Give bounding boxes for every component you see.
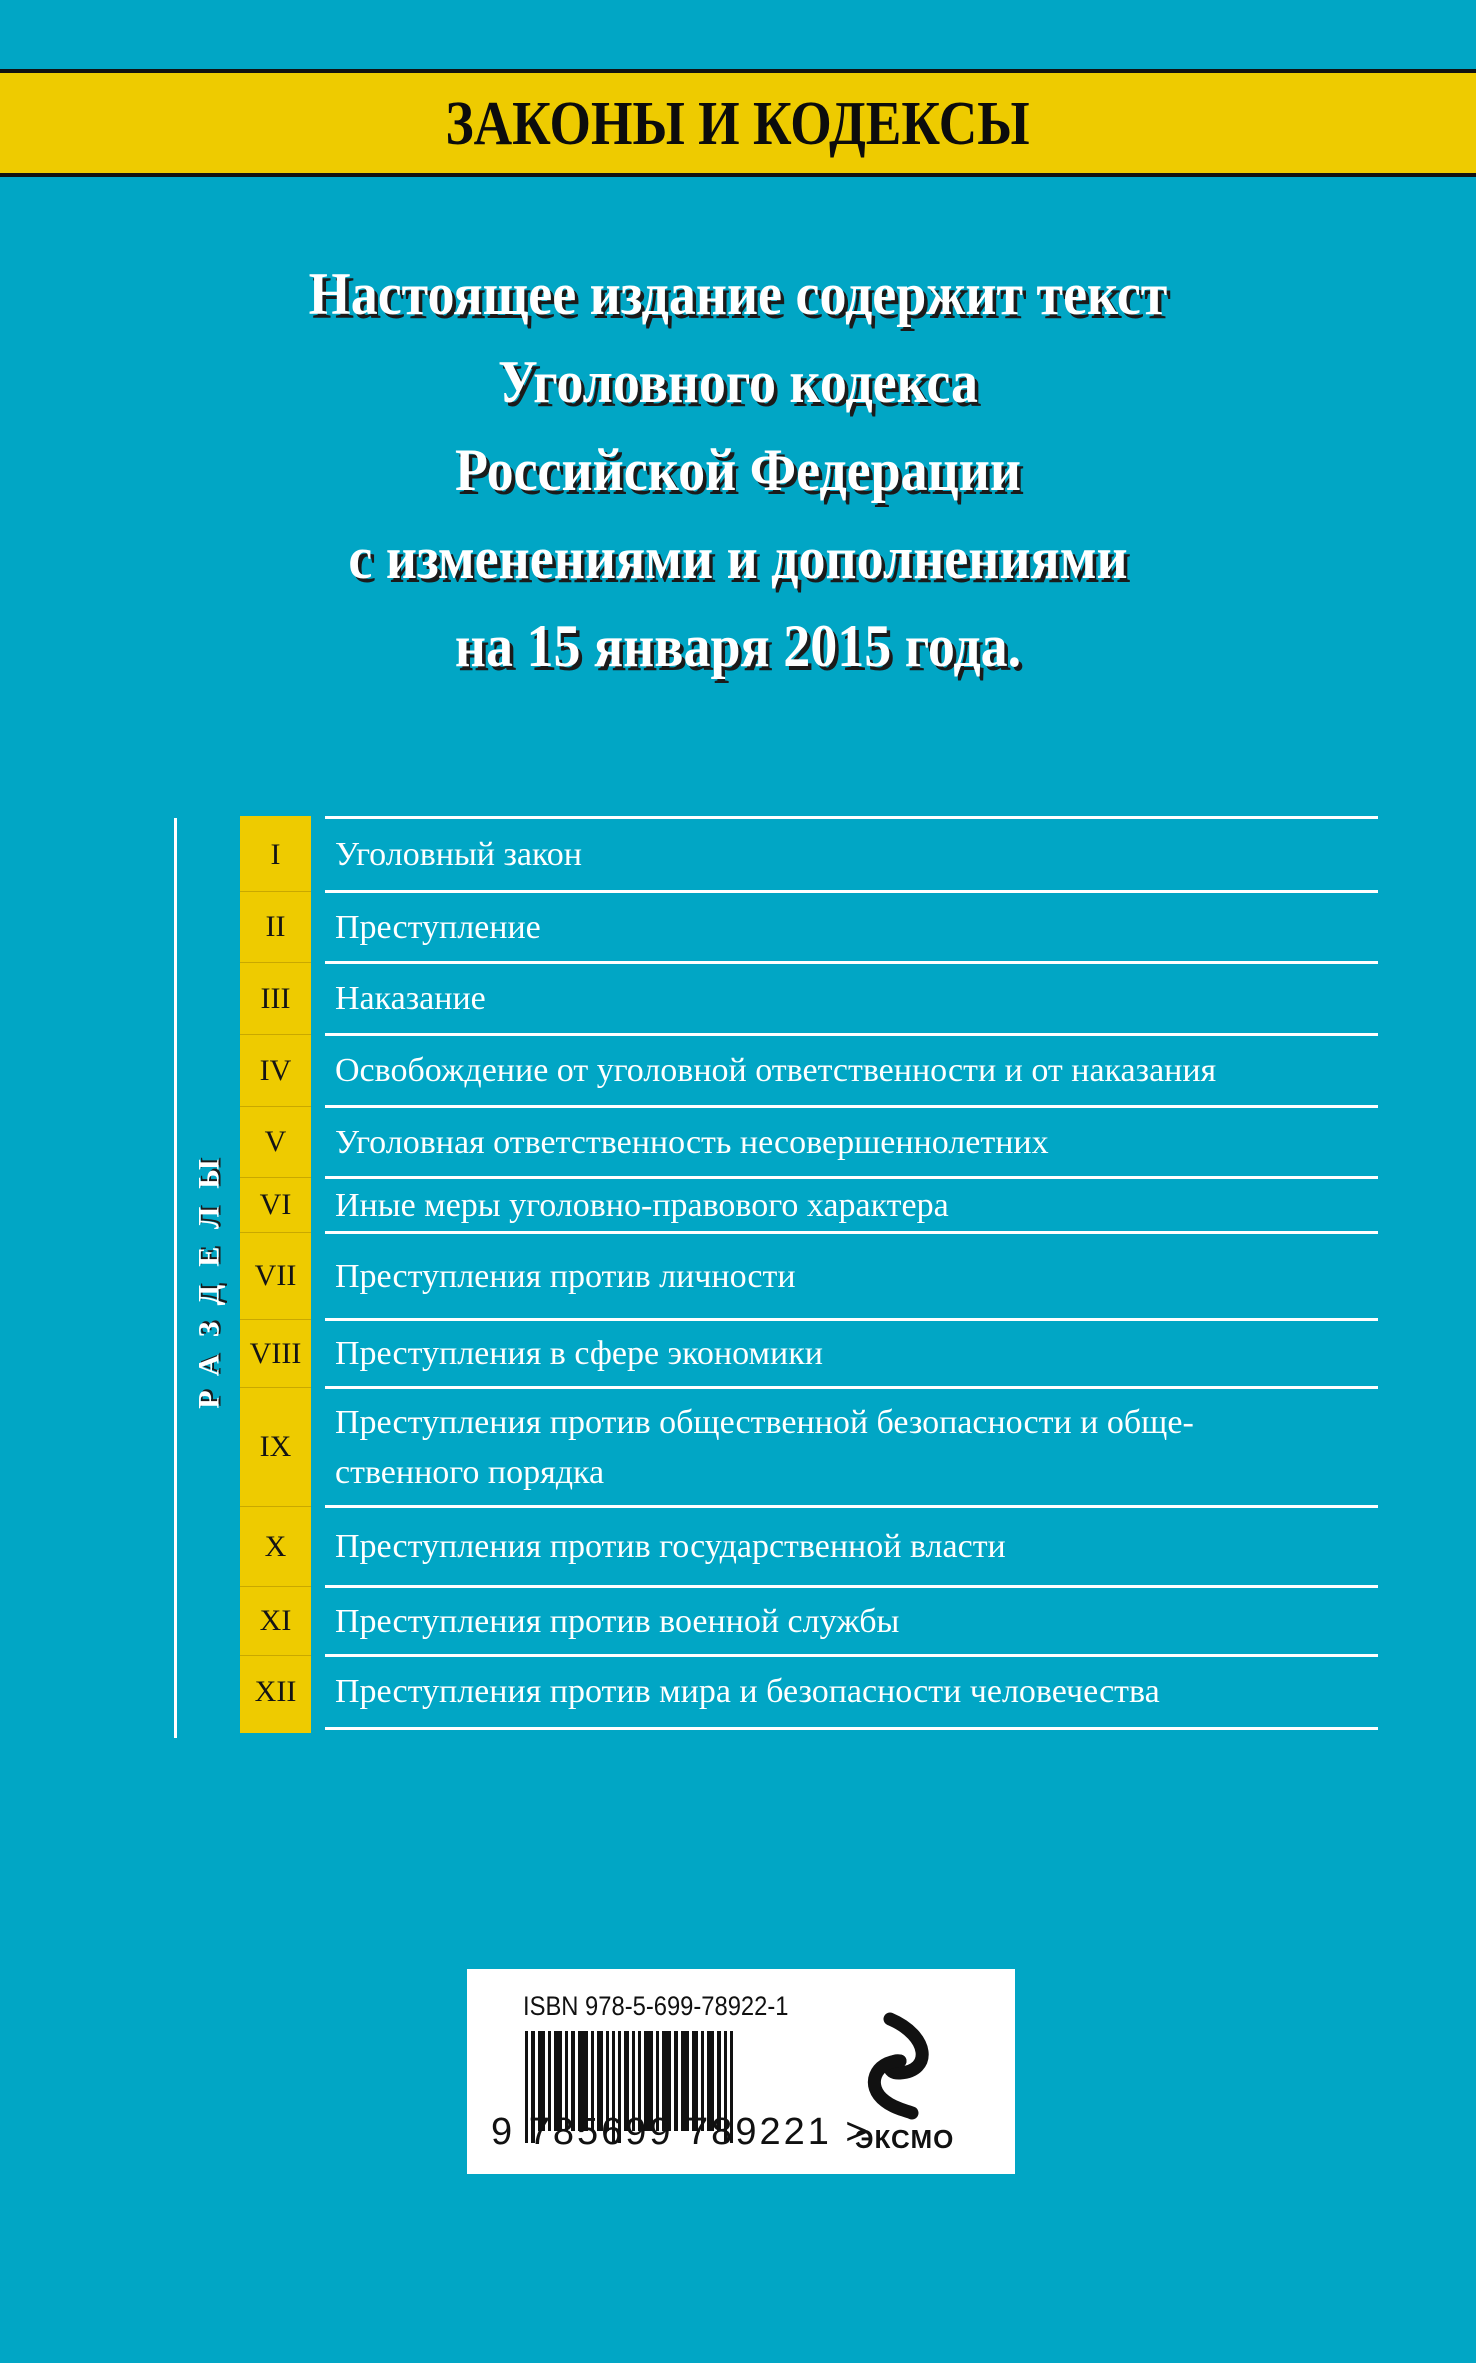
section-label: Уголовный закон [335, 836, 582, 873]
eksmo-logo-icon [860, 2011, 940, 2121]
section-number: XI [240, 1587, 311, 1656]
section-number: VI [240, 1178, 311, 1233]
section-label: Преступления против военной службы [335, 1602, 900, 1640]
section-number: V [240, 1107, 311, 1178]
section-number: IV [240, 1035, 311, 1107]
section-row [240, 1320, 1378, 1388]
section-label: Преступления против государственной власти [335, 1528, 1006, 1565]
section-number: VII [240, 1233, 311, 1320]
section-number: III [240, 963, 311, 1035]
section-label: Преступления против мира и безопасности человечества [335, 1673, 1160, 1710]
section-label: Наказание [335, 980, 486, 1017]
section-row [240, 1178, 1378, 1233]
section-row [240, 1587, 1378, 1656]
section-label: Освобождение от уголовной ответственности и от наказания [335, 1052, 1217, 1089]
section-label: Преступления против личности [335, 1257, 796, 1295]
sections-vertical-label [190, 1115, 230, 1435]
section-number: VIII [240, 1320, 311, 1388]
blurb-line: Уголовного кодекса [497, 349, 979, 415]
section-row [240, 1507, 1378, 1587]
section-label: Уголовная ответственность несовершеннолетних [335, 1123, 1049, 1161]
series-title: ЗАКОНЫ И КОДЕКСЫ [445, 89, 1031, 158]
vertical-divider [174, 818, 177, 1738]
blurb-line: Российской Федерации [454, 437, 1022, 503]
section-number: II [240, 892, 311, 963]
section-row [240, 1233, 1378, 1320]
section-label: Преступления в сфере экономики [335, 1335, 823, 1372]
blurb-line: с изменениями и дополнениями [348, 525, 1128, 591]
section-row [240, 1388, 1378, 1507]
section-number: IX [240, 1388, 311, 1507]
section-label: Преступления против общественной безопасности и обще-ственного порядка [335, 1403, 1194, 1491]
blurb-line: Настоящее издание содержит текст [308, 261, 1168, 327]
blurb-line: на 15 января 2015 года. [454, 613, 1022, 679]
section-row [240, 818, 1378, 892]
section-row [240, 1656, 1378, 1728]
sections-vertical-label-text: РАЗДЕЛЫ [193, 1141, 227, 1409]
barcode-digits: 9 785699 789221 > [491, 2111, 871, 2153]
publisher-name: ЭКСМО [855, 2124, 955, 2154]
section-number: X [240, 1507, 311, 1587]
section-label: Иные меры уголовно-правового характера [335, 1186, 949, 1224]
section-row [240, 892, 1378, 963]
section-row [240, 963, 1378, 1035]
section-number: I [240, 818, 311, 892]
section-row [240, 1035, 1378, 1107]
isbn-barcode-panel [467, 1969, 1015, 2174]
isbn-label: ISBN 978-5-699-78922-1 [523, 1991, 789, 2021]
section-number: XII [254, 1675, 297, 1708]
row-divider [325, 1727, 1378, 1730]
section-label: Преступление [335, 908, 541, 946]
section-row [240, 1107, 1378, 1178]
